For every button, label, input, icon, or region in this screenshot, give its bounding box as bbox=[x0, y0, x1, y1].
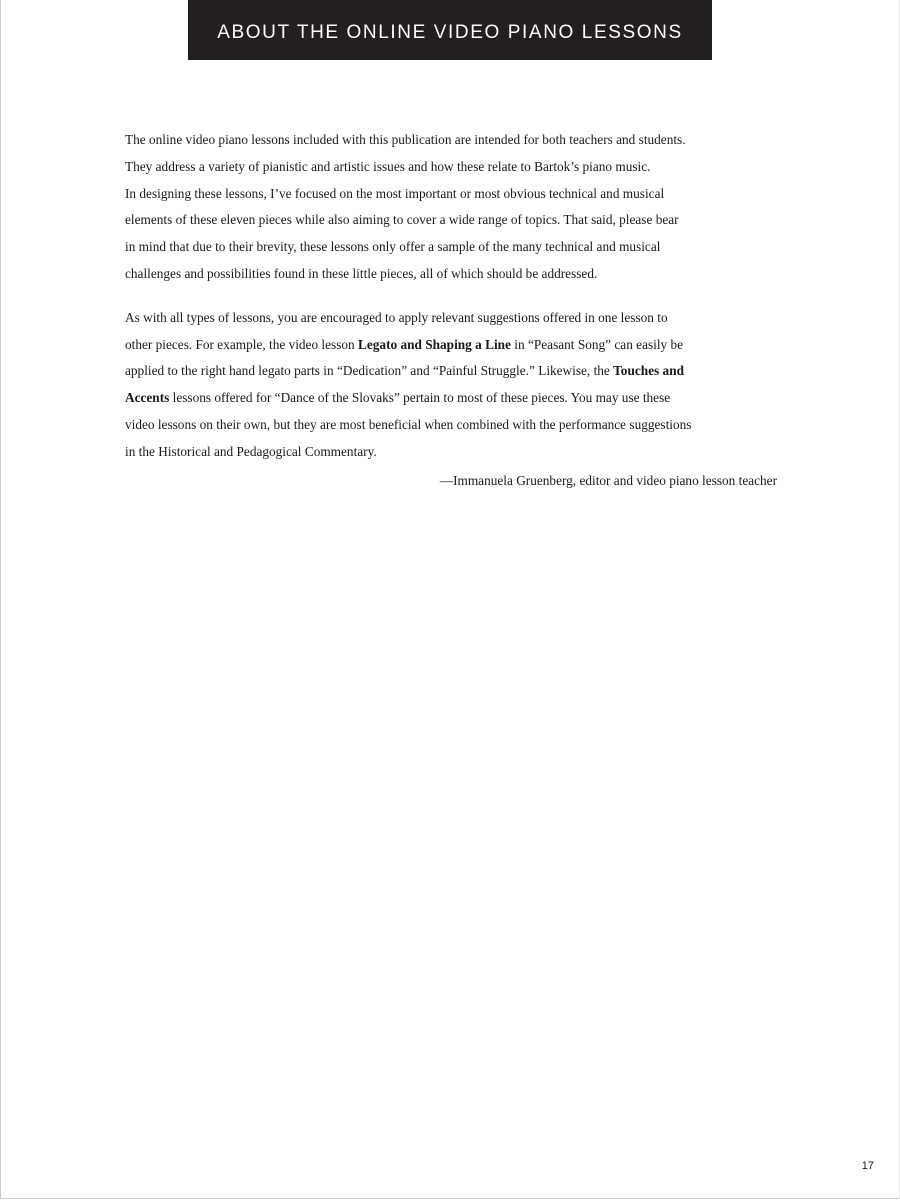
paragraph-line: in the Historical and Pedagogical Commentary. bbox=[125, 443, 377, 459]
author-signature: —Immanuela Gruenberg, editor and video piano lesson teacher bbox=[439, 472, 777, 488]
title-banner bbox=[188, 0, 712, 60]
lesson-title-touches: Touches and bbox=[613, 363, 684, 379]
body-text bbox=[125, 127, 777, 494]
paragraph-line: elements of these eleven pieces while also aiming to cover a wide range of topics. That said, please bear bbox=[125, 212, 679, 228]
lesson-title-accents: Accents bbox=[125, 390, 170, 406]
lesson-title-legato: Legato and Shaping a Line bbox=[358, 336, 511, 352]
paragraph-line bbox=[125, 332, 777, 359]
paragraph-line: In designing these lessons, I’ve focused on the most important or most obvious technical and musical bbox=[125, 185, 665, 201]
paragraph-usage bbox=[125, 305, 777, 466]
page-title: ABOUT THE ONLINE VIDEO PIANO LESSONS bbox=[217, 21, 683, 43]
paragraph-line bbox=[125, 385, 777, 412]
paragraph-line: They address a variety of pianistic and artistic issues and how these relate to Bartok’s piano music. bbox=[125, 158, 651, 174]
page-number: 17 bbox=[861, 1160, 874, 1172]
text-run: lessons offered for “Dance of the Slovaks” pertain to most of these pieces. You may use these bbox=[169, 390, 671, 406]
text-run: other pieces. For example, the video lesson bbox=[125, 336, 359, 352]
paragraph-line: video lessons on their own, but they are most beneficial when combined with the performance suggestions bbox=[125, 416, 692, 432]
paragraph-line: in mind that due to their brevity, these lessons only offer a sample of the many technical and musical bbox=[125, 239, 661, 255]
paragraph-line: As with all types of lessons, you are encouraged to apply relevant suggestions offered in one lesson to bbox=[125, 309, 668, 325]
paragraph-intro bbox=[125, 127, 777, 288]
paragraph-line: challenges and possibilities found in these little pieces, all of which should be addressed. bbox=[125, 265, 598, 281]
text-run: in “Peasant Song” can easily be bbox=[510, 336, 684, 352]
text-run: applied to the right hand legato parts in “Dedication” and “Painful Struggle.” Likewise, the bbox=[125, 363, 614, 379]
paragraph-line: The online video piano lessons included with this publication are intended for both teachers and students. bbox=[125, 132, 686, 147]
paragraph-line bbox=[125, 358, 777, 385]
